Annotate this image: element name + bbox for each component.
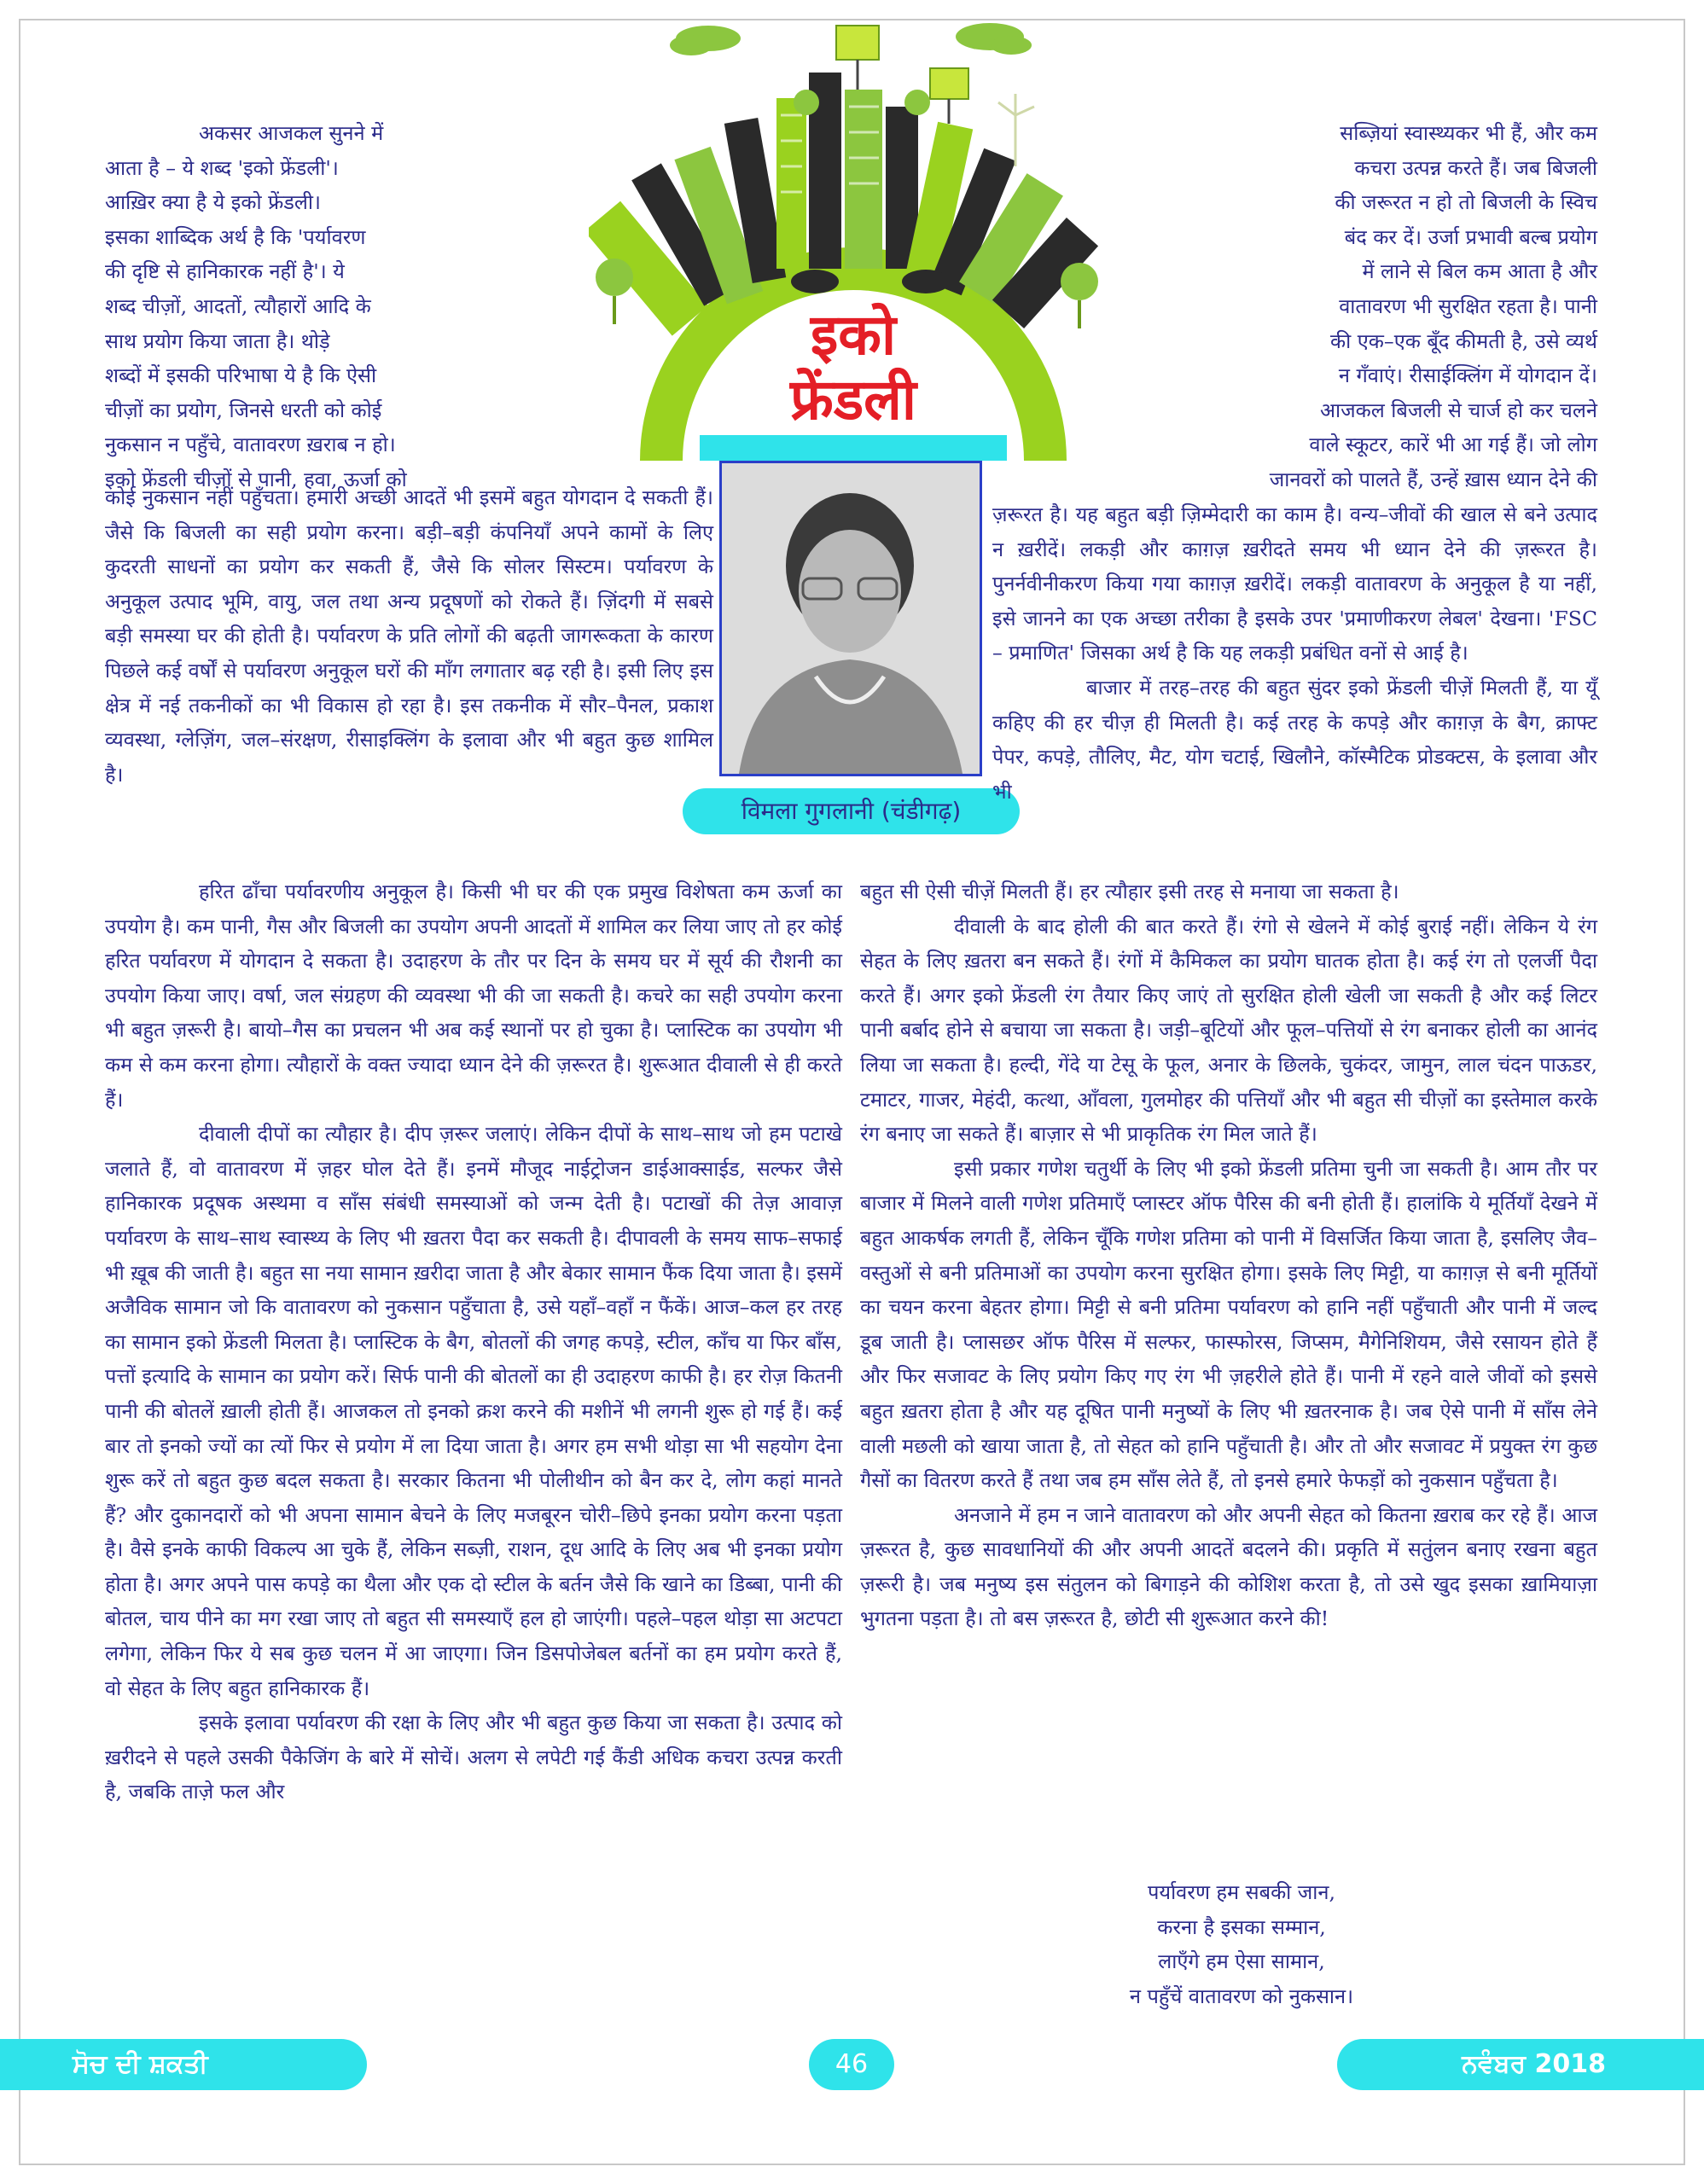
intro-line: साथ प्रयोग किया जाता है। थोड़े xyxy=(105,328,330,353)
paragraph: ज़रूरत है। यह बहुत बड़ी ज़िम्मेदारी का काम है। वन्य–जीवों की खाल से बने उत्पाद न ख़रीदें। लकड़ी और काग़ज़ ख़रीदते समय भी ध्यान देने की ज़रूरत है। पुनर्नवीनीकरण किया गया काग़ज़ ख़रीदें। लकड़ी वातावरण के अनुकूल है या नहीं, इसे जानने का एक अच्छा तरीका है इसके उपर 'प्रमाणीकरण लेबल' देखना। 'FSC – प्रमाणित' जिसका अर्थ है कि यह लकड़ी प्रबंधित वनों से आई है। xyxy=(992,502,1597,665)
right-top-line: सब्ज़ियां स्वास्थ्यकर भी हैं, और कम xyxy=(1340,121,1597,145)
right-top-line: वातावरण भी सुरक्षित रहता है। पानी xyxy=(1339,293,1597,318)
intro-line: चीज़ों का प्रयोग, जिनसे धरती को कोई xyxy=(105,398,382,422)
intro-line: आता है – ये शब्द 'इको फ्रेंडली'। xyxy=(105,155,339,180)
right-top-column xyxy=(1186,116,1597,497)
intro-line: इको फ्रेंडली चीज़ों से पानी, हवा, ऊर्जा को xyxy=(105,467,407,491)
right-top-line: जानवरों को पालते हैं, उन्हें ख़ास ध्यान देने की xyxy=(1269,467,1597,491)
intro-line: शब्दों में इसकी परिभाषा ये है कि ऐसी xyxy=(105,363,377,388)
intro-line: नुकसान न पहुँचे, वातावरण ख़राब न हो। xyxy=(105,433,396,457)
issue-date: ਨਵੰਬਰ 2018 xyxy=(1337,2039,1704,2090)
right-top-line: बंद कर दें। उर्जा प्रभावी बल्ब प्रयोग xyxy=(1344,224,1597,249)
poem-line: न पहुँचें वातावरण को नुकसान। xyxy=(1129,1984,1354,2008)
intro-line: इसका शाब्दिक अर्थ है कि 'पर्यावरण xyxy=(105,224,366,249)
intro-line: आख़िर क्या है ये इको फ्रेंडली। xyxy=(105,190,321,215)
paragraph: इसी प्रकार गणेश चतुर्थी के लिए भी इको फ्रेंडली प्रतिमा चुनी जा सकती है। आम तौर पर बाजार में मिलने वाली गणेश प्रतिमाएँ प्लास्टर ऑफ पैरिस की बनी होती हैं। हालांकि ये मूर्तियाँ देखने में बहुत आकर्षक लगती हैं, लेकिन चूँकि गणेश प्रतिमा को पानी में विसर्जित किया जाता है, इसलिए जैव–वस्तुओं से बनी प्रतिमाओं का उपयोग करना सुरक्षित होगा। इसके लिए मिट्टी, या काग़ज़ से बनी मूर्तियों का चयन करना बेहतर होगा। मिट्टी से बनी प्रतिमा पर्यावरण को हानि नहीं पहुँचाती और पानी में जल्द डूब जाती है। प्लासछर ऑफ पैरिस में सल्फर, फास्फोरस, जिप्सम, मैगेनिशियम, जैसे रसायन होते हैं और फिर सजावट के लिए प्रयोग किए गए रंग भी ज़हरीले होते हैं। पानी में रहने वाले जीवों को इससे बहुत ख़तरा होता है और यह दूषित पानी मनुष्यों के लिए भी ख़तरनाक है। जब ऐसे पानी में साँस लेने वाली मछली को खाया जाता है, तो सेहत को हानि पहुँचाती है। और तो और सजावट में प्रयुक्त रंग कुछ गैसों का वितरण करते हैं तथा जब हम साँस लेते हैं, तो इनसे हमारे फेफड़ों को नुकसान पहुँचता है। xyxy=(860,1156,1597,1493)
left-mid-text xyxy=(105,480,713,792)
magazine-name: ਸੋਚ ਦੀ ਸ਼ਕਤੀ xyxy=(0,2039,367,2090)
paragraph: बहुत सी ऐसी चीज़ें मिलती हैं। हर त्यौहार इसी तरह से मनाया जा सकता है। xyxy=(860,880,1399,903)
paragraph: दीवाली दीपों का त्यौहार है। दीप ज़रूर जलाएं। लेकिन दीपों के साथ–साथ जो हम पटाखे जलाते हैं, वो वातावरण में ज़हर घोल देते हैं। इनमें मौजूद नाईट्रोजन डाईआक्साईड, सल्फर जैसे हानिकारक प्रदूषक अस्थमा व साँस संबंधी समस्याओं को जन्म देती है। पटाखों की तेज़ आवाज़ पर्यावरण के साथ–साथ स्वास्थ्य के लिए भी ख़तरा पैदा कर सकती है। दीपावली के समय साफ–सफाई भी ख़ूब की जाती है। बहुत सा नया सामान ख़रीदा जाता है और बेकार सामान फैंक दिया जाता है। इसमें अजैविक सामान जो कि वातावरण को नुकसान पहुँचाता है, उसे यहाँ–वहाँ न फैंकें। आज–कल हर तरह का सामान इको फ्रेंडली मिलता है। प्लास्टिक के बैग, बोतलों की जगह कपड़े, स्टील, काँच या फिर बाँस, पत्तों इत्यादि के सामान का प्रयोग करें। सिर्फ पानी की बोतलों का ही उदाहरण काफी है। हर रोज़ कितनी पानी की बोतलें ख़ाली होती हैं। आजकल तो इनको क्रश करने की मशीनें भी लगनी शुरू हो गई हैं। कई बार तो इनको ज्यों का त्यों फिर से प्रयोग में ला दिया जाता है। अगर हम सभी थोड़ा सा भी सहयोग देना शुरू करें तो बहुत कुछ बदल सकता है। सरकार कितना भी पोलीथीन को बैन कर दे, लोग कहां मानते हैं? और दुकानदारों को भी अपना सामान बेचने के लिए मजबूरन चोरी–छिपे इनका प्रयोग करना पड़ता है। वैसे इनके काफी विकल्प आ चुके हैं, लेकिन सब्ज़ी, राशन, दूध आदि के लिए अब भी इनका प्रयोग होता है। अगर अपने पास कपड़े का थैला और एक दो स्टील के बर्तन जैसे कि खाने का डिब्बा, पानी की बोतल, चाय पीने का मग रखा जाए तो बहुत सी समस्याएँ हल हो जाएंगी। पहले–पहल थोड़ा सा अटपटा लगेगा, लेकिन फिर ये सब कुछ चलन में आ जाएगा। जिन डिसपोजेबल बर्तनों का हम प्रयोग करते हैं, वो सेहत के लिए बहुत हानिकारक हैं। xyxy=(105,1122,843,1700)
poem-line: करना है इसका सम्मान, xyxy=(1157,1914,1326,1939)
title-line-1: इको xyxy=(810,302,897,368)
author-name-badge: विमला गुगलानी (चंडीगढ़) xyxy=(683,788,1020,834)
poem-line: लाएँगे हम ऐसा सामान, xyxy=(1158,1949,1325,1974)
right-main-column xyxy=(860,874,1597,1636)
right-top-line: की जरूरत न हो तो बिजली के स्विच xyxy=(1335,190,1597,215)
poem-line: पर्यावरण हम सबकी जान, xyxy=(1147,1880,1336,1904)
left-mid-paragraph: कोई नुकसान नहीं पहुँचता। हमारी अच्छी आदतें भी इसमें बहुत योगदान दे सकती हैं। जैसे कि बिजली का सही प्रयोग करना। बड़ी–बड़ी कंपनियाँ अपने कामों के लिए कुदरती साधनों का प्रयोग कर सकती हैं, जैसे कि सोलर सिस्टम। पर्यावरण के अनुकूल उत्पाद भूमि, वायु, जल तथा अन्य प्रदूषणों को रोकते हैं। ज़िंदगी में सबसे बड़ी समस्या घर की होती है। पर्यावरण के प्रति लोगों की बढ़ती जागरूकता के कारण पिछले कई वर्षों से पर्यावरण अनुकूल घरों की माँग लगातार बढ़ रही है। इसी लिए इस क्षेत्र में नई तकनीकों का भी विकास हो रहा है। इस तकनीक में सौर–पैनल, प्रकाश व्यवस्था, ग्लेज़िंग, जल–संरक्षण, रीसाइक्लिंग के इलावा और भी बहुत कुछ शामिल है। xyxy=(105,485,713,787)
right-mid-column xyxy=(992,497,1597,809)
title-line-2: फ्रेंडली xyxy=(789,367,917,433)
left-main-column xyxy=(105,874,842,1809)
paragraph: हरित ढाँचा पर्यावरणीय अनुकूल है। किसी भी घर की एक प्रमुख विशेषता कम ऊर्जा का उपयोग है। कम पानी, गैस और बिजली का उपयोग अपनी आदतों में शामिल कर लिया जाए तो हर कोई हरित पर्यावरण में योगदान दे सकता है। उदाहरण के तौर पर दिन के समय घर में सूर्य की रौशनी का उपयोग किया जाए। वर्षा, जल संग्रहण की व्यवस्था भी की जा सकती है। कचरे का सही उपयोग करना भी बहुत ज़रूरी है। बायो–गैस का प्रचलन भी अब कई स्थानों पर हो चुका है। प्लास्टिक का उपयोग भी कम से कम करना होगा। त्यौहारों के वक्त ज्यादा ध्यान देने की ज़रूरत है। शुरूआत दीवाली से ही करते हैं। xyxy=(105,880,843,1112)
right-top-line: वाले स्कूटर, कारें भी आ गई हैं। जो लोग xyxy=(1309,433,1597,457)
intro-left-column xyxy=(105,116,538,497)
intro-line: शब्द चीज़ों, आदतों, त्यौहारों आदि के xyxy=(105,293,371,318)
right-top-line: न गँवाएं। रीसाईक्लिंग में योगदान दें। xyxy=(1338,363,1597,388)
right-top-line: की एक–एक बूँद कीमती है, उसे व्यर्थ xyxy=(1330,328,1597,353)
paragraph: अनजाने में हम न जाने वातावरण को और अपनी सेहत को कितना ख़राब कर रहे हैं। आज ज़रूरत है, कुछ सावधानियों की और अपनी आदतें बदलने की। प्रकृति में सतुंलन बनाए रखना बहुत ज़रूरी है। जब मनुष्य इस संतुलन को बिगाड़ने की कोशिश करता है, तो उसे खुद इसका ख़ामियाज़ा भुगतना पड़ता है। तो बस ज़रूरत है, छोटी सी शुरूआत करने की! xyxy=(860,1502,1597,1631)
right-top-line: आजकल बिजली से चार्ज हो कर चलने xyxy=(1320,398,1597,422)
paragraph: इसके इलावा पर्यावरण की रक्षा के लिए और भी बहुत कुछ किया जा सकता है। उत्पाद को ख़रीदने से पहले उसकी पैकेजिंग के बारे में सोचें। अलग से लपेटी गई कैंडी अधिक कचरा उत्पन्न करती है, जबकि ताज़े फल और xyxy=(105,1711,842,1804)
paragraph: बाजार में तरह–तरह की बहुत सुंदर इको फ्रेंडली चीज़ें मिलती हैं, या यूँ कहिए की हर चीज़ ही मिलती है। कई तरह के कपड़े और काग़ज़ के बैग, क्राफ्ट पेपर, कपड़े, तौलिए, मैट, योग चटाई, खिलौने, कॉस्मैटिक प्रोडक्टस, के इलावा और भी xyxy=(992,675,1597,804)
closing-poem xyxy=(887,1875,1596,2013)
paragraph: दीवाली के बाद होली की बात करते हैं। रंगो से खेलने में कोई बुराई नहीं। लेकिन ये रंग सेहत के लिए ख़तरा बन सकते हैं। रंगों में कैमिकल का प्रयोग घातक होता है। कई रंग तो एलर्जी पैदा करते हैं। अगर इको फ्रेंडली रंग तैयार किए जाएं तो सुरक्षित होली खेली जा सकती है और कई लिटर पानी बर्बाद होने से बचाया जा सकता है। जड़ी–बूटियों और फूल–पत्तियों से रंग बनाकर होली का आनंद लिया जा सकता है। हल्दी, गेंदे या टेसू के फूल, अनार के छिलके, चुकंदर, जामुन, लाल चंदन पाऊडर, टमाटर, गाजर, मेहंदी, कत्था, आँवला, गुलमोहर की पत्तियाँ और भी बहुत सी चीज़ों का इस्तेमाल करके रंग बनाए जा सकते हैं। बाज़ार से भी प्राकृतिक रंग मिल जाते हैं। xyxy=(860,914,1597,1147)
right-top-line: में लाने से बिल कम आता है और xyxy=(1362,259,1597,284)
intro-line: अकसर आजकल सुनने में xyxy=(199,121,384,145)
article-title xyxy=(742,303,964,433)
right-top-line: कचरा उत्पन्न करते हैं। जब बिजली xyxy=(1354,155,1597,180)
page-number: 46 xyxy=(809,2039,894,2090)
author-photo xyxy=(719,461,982,776)
intro-line: की दृष्टि से हानिकारक नहीं है'। ये xyxy=(105,259,345,284)
